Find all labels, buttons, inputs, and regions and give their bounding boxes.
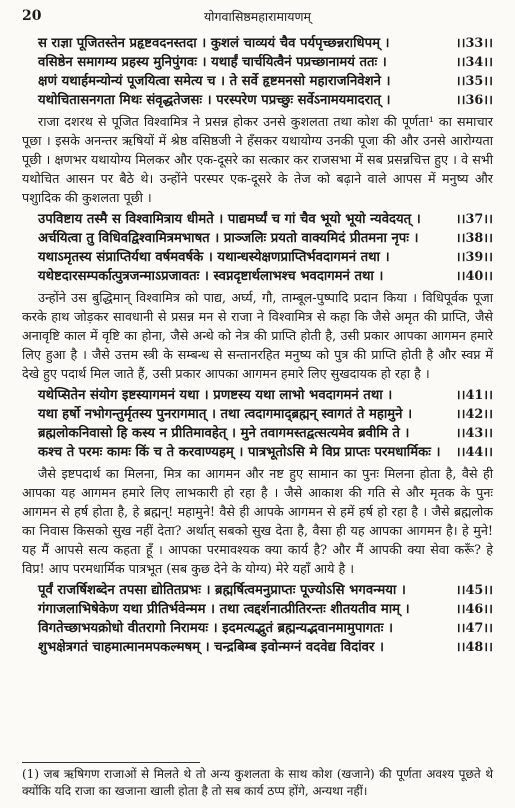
verse-line: यथा हर्षो नभोगन्तुर्मृतस्य पुनरागमात् । तथा त्वदागमाद्ब्रह्मन् स्वागतं ते महामुने । ।।42।। (38, 407, 493, 422)
verse-line: उपविष्टाय तस्मै स विश्वामित्राय धीमते । पाद्यमर्घ्यं च गां चैव भूयो भूयो न्यवेदयत् । ।।37।। (38, 212, 493, 227)
footnote: (1) जब ऋषिगण राजाओं से मिलते थे तो अन्य कुशलता के साथ कोश (खजाने) की पूर्णता अवश्य पूछते थे क्योंकि यदि राजा का खजाना खाली होता है तो सब कार्य ठप्प होंगे, अन्यथा नहीं। (22, 767, 493, 798)
verse-line: यथेप्सितेन संयोग इष्टस्यागमनं यथा । प्रणष्टस्य यथा लाभो भवदागमनं तथा । ।।41।। (38, 388, 493, 403)
verse-line: वसिष्ठेन समागम्य प्रहस्य मुनिपुंगवः । यथार्हं चार्चयित्वैनं पप्रच्छानामयं ततः । ।।34।। (38, 55, 493, 70)
verse-number: ।।48।। (455, 640, 493, 655)
verse-group (22, 34, 493, 110)
verse-number: ।।44।। (455, 445, 493, 460)
verse-line: यथेष्टदारसम्पर्कात्पुत्रजन्माऽप्रजावतः । स्वप्नदृष्टार्थलाभश्च भवदागमनं तथा । ।।40।। (38, 269, 493, 284)
page-content (22, 34, 493, 659)
verse-group (22, 581, 493, 657)
verse-number: ।।33।। (455, 36, 493, 51)
verse-number: ।।38।। (455, 231, 493, 246)
page-header (22, 8, 493, 26)
verse-line: स राज्ञा पूजितस्तेन प्रहृष्टवदनस्तदा । कुशलं चाव्ययं चैव पर्यपृच्छन्नराधिपम् । ।।33।। (38, 36, 493, 51)
verse-number: ।।41।। (455, 388, 493, 403)
translation-paragraph: राजा दशरथ से पूजित विश्वामित्र ने प्रसन्न होकर उनसे कुशलता तथा कोश की पूर्णता¹ का समाचार पूछा । इसके अनन्तर ऋषियों में श्रेष्ठ वसिष्ठजी ने हँसकर यथायोग्य उनकी पूजा की और उनसे आरोग्यता पूछी । क्षणभर यथायोग्य मिलकर और एक-दूसरे का सत्कार कर राजसभा में सब प्रसन्नचित्त हुए । वे सभी यथोचित आसन पर बैठे थे। उन्होंने परस्पर एक-दूसरे के तेज को बढ़ाने वाले आपस में मनुष्य और पशुादिक की कुशलता पूछी । (22, 114, 493, 205)
translation-paragraph: उन्होंने उस बुद्धिमान् विश्वामित्र को पाद्य, अर्घ्य, गौ, ताम्बूल-पुष्पादि प्रदान किया । विधिपूर्वक पूजा करके हाथ जोड़कर सावधानी से प्रसन्न मन से राजा ने विश्वामित्र से कहा कि जैसे अमृत की प्राप्ति, जैसे अनावृष्टि काल में वृष्टि का होना, जैसे अन्धे को नेत्र की प्राप्ति होती है, उसी प्रकार आपका आगमन हमारे लिए हुआ है । जैसे उत्तम स्त्री के सम्बन्ध से सन्तानरहित मनुष्य को पुत्र की प्राप्ति होती है और स्वप्न में देखे हुए पदार्थ मिल जाते हैं, उसी प्रकार आपका आगमन हमारे लिए सुखदायक हो रहा है । (22, 290, 493, 381)
verse-number: ।।42।। (455, 407, 493, 422)
verse-line: ब्रह्मलोकनिवासो हि कस्य न प्रीतिमावहेत् । मुने तवागमस्तद्वत्सत्यमेव ब्रवीमि ते । ।।43।। (38, 426, 493, 441)
verse-line: यथाऽमृतस्य संप्राप्तिर्यथा वर्षमवर्षके । यथान्धस्येक्षणप्राप्तिर्भवदागमनं तथा । ।।39।। (38, 250, 493, 265)
verse-line: गंगाजलाभिषेकेण यथा प्रीतिर्भवेन्मम । तथा त्वद्दर्शनात्प्रीतिरन्तः शीतयतीव माम् । ।।46।। (38, 602, 493, 617)
verse-number: ।।35।। (455, 74, 493, 89)
verse-line: विगतेच्छाभयक्रोधो वीतरागो निरामयः । इदमत्यद्भुतं ब्रह्मन्यद्भवानमामुपागतः । ।।47।। (38, 621, 493, 636)
verse-line: शुभक्षेत्रगतं चाहमात्मानमपकल्मषम् । चन्द्रबिम्ब इवोन्मग्नं वदवेद्य विदांवर । ।।48।। (38, 640, 493, 655)
verse-number: ।।39।। (455, 250, 493, 265)
verse-group (22, 386, 493, 462)
verse-number: ।।34।। (455, 55, 493, 70)
verse-line: यथोचितासनगता मिथः संवृद्धतेजसः । परस्परेण पप्रच्छुः सर्वेऽनामयमादरात् । ।।36।। (38, 93, 493, 108)
verse-line: क्षणं यथार्हमन्योन्यं पूजयित्वा समेत्य च । ते सर्वे हृष्टमनसो महाराजनिवेशने । ।।35।। (38, 74, 493, 89)
verse-group (22, 210, 493, 286)
verse-number: ।।36।। (455, 93, 493, 108)
verse-line: अर्चयित्वा तु विधिवद्विश्वामित्रमभाषत । प्राञ्जलिः प्रयतो वाक्यमिदं प्रीतमना नृपः । ।।38।। (38, 231, 493, 246)
verse-number: ।।40।। (455, 269, 493, 284)
page-number: 20 (22, 8, 42, 24)
verse-line: कश्च ते परमः कामः किं च ते करवाण्यहम् । पात्रभूतोऽसि मे विप्र प्राप्तः परमधार्मिकः । ।।44।। (38, 445, 493, 460)
verse-number: ।।37।। (455, 212, 493, 227)
footnote-divider (22, 762, 200, 763)
verse-number: ।।43।। (455, 426, 493, 441)
translation-paragraph: जैसे इष्टपदार्थ का मिलना, मित्र का आगमन और नष्ट हुए सामान का पुनः मिलना होता है, वैसे ही आपका यह आगमन हमारे लिए लाभकारी हो रहा है । जैसे आकाश की गति से और मृतक के पुनः आगमन से हर्ष होता है, हे ब्रह्मन्! महामुने! वैसे ही आपके आगमन से हमें हर्ष हो रहा है । जैसे ब्रह्मलोक का निवास किसको सुख नहीं देता? अर्थात् सबको सुख देता है, वैसा ही यह आपका आगमन है। हे मुने! यह मैं आपसे सत्य कहता हूँ । आपका परमावश्यक क्या कार्य है? और मैं आपकी क्या सेवा करूँ? हे विप्र! आप परमधार्मिक पात्रभूत (सब कुछ देने के योग्य) मेरे यहाँ आये है । (22, 466, 493, 576)
verse-line: पूर्वं राजर्षिशब्देन तपसा द्योतितप्रभः । ब्रह्मर्षित्वमनुप्राप्तः पूज्योऽसि भगवन्मया । ।।45।। (38, 583, 493, 598)
running-title: योगवासिष्ठमहारामायणम् (204, 9, 311, 24)
verse-number: ।।47।। (455, 621, 493, 636)
verse-number: ।।45।। (455, 583, 493, 598)
verse-number: ।।46।। (455, 602, 493, 617)
